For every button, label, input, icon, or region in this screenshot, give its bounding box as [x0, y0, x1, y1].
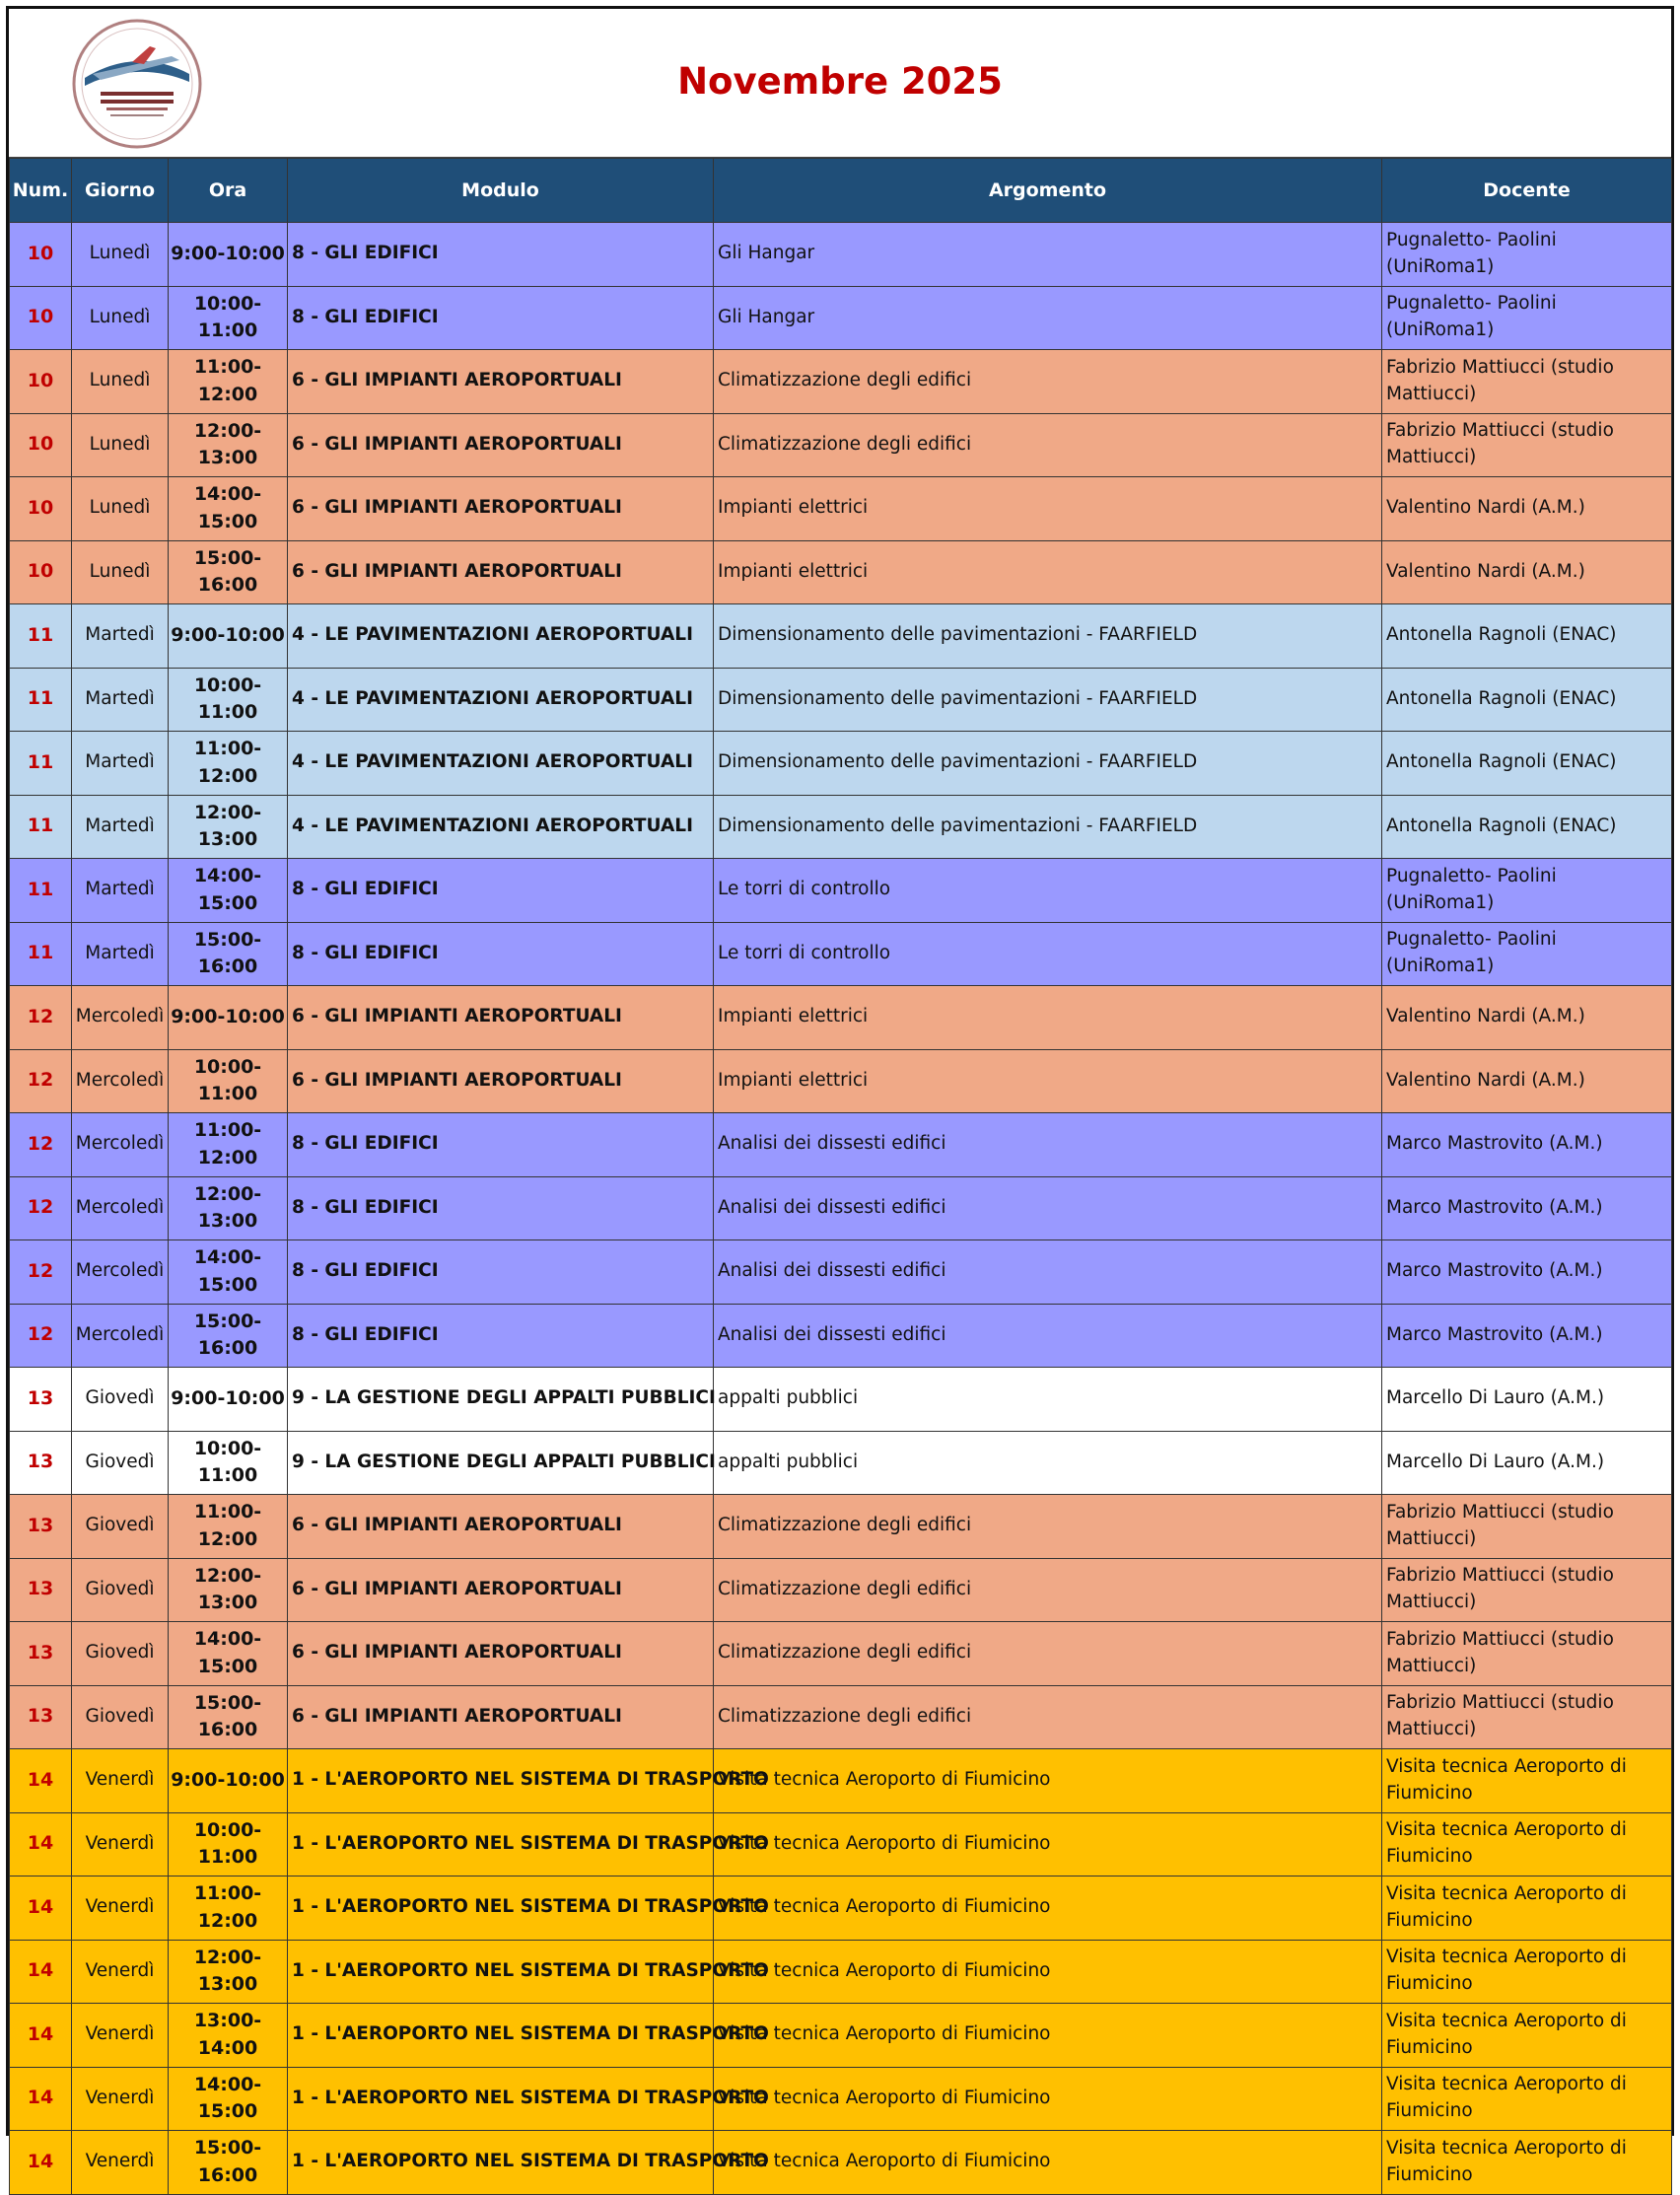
cell-num: 14 — [10, 1940, 72, 2004]
cell-num: 13 — [10, 1495, 72, 1559]
cell-modulo: 6 - GLI IMPIANTI AEROPORTUALI — [288, 350, 714, 414]
cell-modulo: 8 - GLI EDIFICI — [288, 1304, 714, 1368]
cell-ora: 12:00-13:00 — [169, 795, 288, 859]
cell-giorno: Mercoledì — [72, 1113, 169, 1177]
cell-ora: 9:00-10:00 — [169, 604, 288, 669]
cell-modulo: 4 - LE PAVIMENTAZIONI AEROPORTUALI — [288, 795, 714, 859]
table-row — [10, 668, 1672, 732]
cell-num: 14 — [10, 2067, 72, 2131]
cell-num: 11 — [10, 732, 72, 796]
cell-argomento: Impianti elettrici — [714, 540, 1382, 604]
cell-ora: 14:00-15:00 — [169, 1240, 288, 1305]
cell-num: 10 — [10, 540, 72, 604]
cell-ora: 11:00-12:00 — [169, 1495, 288, 1559]
cell-docente: Valentino Nardi (A.M.) — [1382, 540, 1672, 604]
cell-modulo: 4 - LE PAVIMENTAZIONI AEROPORTUALI — [288, 604, 714, 669]
cell-modulo: 6 - GLI IMPIANTI AEROPORTUALI — [288, 1685, 714, 1749]
cell-ora: 9:00-10:00 — [169, 223, 288, 287]
table-row — [10, 922, 1672, 986]
cell-giorno: Venerdì — [72, 1876, 169, 1941]
cell-modulo: 4 - LE PAVIMENTAZIONI AEROPORTUALI — [288, 732, 714, 796]
cell-giorno: Venerdì — [72, 1812, 169, 1876]
cell-ora: 9:00-10:00 — [169, 1749, 288, 1813]
cell-ora: 14:00-15:00 — [169, 1622, 288, 1686]
cell-giorno: Martedì — [72, 795, 169, 859]
cell-docente: Fabrizio Mattiucci (studio Mattiucci) — [1382, 1558, 1672, 1622]
cell-docente: Marcello Di Lauro (A.M.) — [1382, 1368, 1672, 1432]
cell-modulo: 6 - GLI IMPIANTI AEROPORTUALI — [288, 986, 714, 1050]
cell-docente: Valentino Nardi (A.M.) — [1382, 986, 1672, 1050]
table-row — [10, 986, 1672, 1050]
cell-docente: Pugnaletto- Paolini (UniRoma1) — [1382, 922, 1672, 986]
cell-giorno: Giovedì — [72, 1558, 169, 1622]
cell-ora: 10:00-11:00 — [169, 668, 288, 732]
table-row — [10, 1495, 1672, 1559]
cell-giorno: Lunedì — [72, 223, 169, 287]
table-header-row — [10, 159, 1672, 223]
cell-ora: 9:00-10:00 — [169, 1368, 288, 1432]
cell-num: 12 — [10, 1304, 72, 1368]
cell-giorno: Venerdì — [72, 1940, 169, 2004]
table-row — [10, 1368, 1672, 1432]
cell-argomento: Visita tecnica Aeroporto di Fiumicino — [714, 1812, 1382, 1876]
table-row — [10, 732, 1672, 796]
table-row — [10, 1049, 1672, 1113]
cell-modulo: 9 - LA GESTIONE DEGLI APPALTI PUBBLICI — [288, 1368, 714, 1432]
cell-docente: Marcello Di Lauro (A.M.) — [1382, 1431, 1672, 1495]
cell-argomento: Climatizzazione degli edifici — [714, 350, 1382, 414]
cell-giorno: Venerdì — [72, 2004, 169, 2068]
cell-docente: Antonella Ragnoli (ENAC) — [1382, 668, 1672, 732]
cell-modulo: 6 - GLI IMPIANTI AEROPORTUALI — [288, 1558, 714, 1622]
cell-docente: Pugnaletto- Paolini (UniRoma1) — [1382, 223, 1672, 287]
cell-argomento: Le torri di controllo — [714, 859, 1382, 923]
cell-num: 10 — [10, 413, 72, 477]
cell-docente: Valentino Nardi (A.M.) — [1382, 1049, 1672, 1113]
cell-ora: 11:00-12:00 — [169, 1113, 288, 1177]
table-row — [10, 286, 1672, 350]
cell-argomento: Analisi dei dissesti edifici — [714, 1176, 1382, 1240]
table-row — [10, 859, 1672, 923]
cell-num: 11 — [10, 795, 72, 859]
cell-giorno: Mercoledì — [72, 1049, 169, 1113]
cell-num: 13 — [10, 1558, 72, 1622]
cell-argomento: Dimensionamento delle pavimentazioni - FAARFIELD — [714, 668, 1382, 732]
cell-ora: 11:00-12:00 — [169, 350, 288, 414]
cell-docente: Fabrizio Mattiucci (studio Mattiucci) — [1382, 1685, 1672, 1749]
column-header-giorno: Giorno — [72, 159, 169, 223]
cell-modulo: 8 - GLI EDIFICI — [288, 1176, 714, 1240]
column-header-num: Num. — [10, 159, 72, 223]
column-header-argomento: Argomento — [714, 159, 1382, 223]
cell-docente: Marco Mastrovito (A.M.) — [1382, 1304, 1672, 1368]
cell-modulo: 6 - GLI IMPIANTI AEROPORTUALI — [288, 1495, 714, 1559]
cell-num: 12 — [10, 986, 72, 1050]
cell-ora: 15:00-16:00 — [169, 922, 288, 986]
cell-modulo: 9 - LA GESTIONE DEGLI APPALTI PUBBLICI — [288, 1431, 714, 1495]
cell-num: 12 — [10, 1113, 72, 1177]
cell-ora: 14:00-15:00 — [169, 859, 288, 923]
cell-num: 14 — [10, 1749, 72, 1813]
cell-num: 12 — [10, 1049, 72, 1113]
cell-argomento: Visita tecnica Aeroporto di Fiumicino — [714, 1940, 1382, 2004]
cell-giorno: Giovedì — [72, 1368, 169, 1432]
cell-argomento: Visita tecnica Aeroporto di Fiumicino — [714, 2004, 1382, 2068]
cell-ora: 14:00-15:00 — [169, 2067, 288, 2131]
table-row — [10, 2067, 1672, 2131]
schedule-rows — [10, 223, 1672, 2195]
cell-ora: 14:00-15:00 — [169, 477, 288, 541]
cell-num: 10 — [10, 350, 72, 414]
cell-argomento: Analisi dei dissesti edifici — [714, 1304, 1382, 1368]
cell-argomento: Dimensionamento delle pavimentazioni - FAARFIELD — [714, 795, 1382, 859]
cell-argomento: Analisi dei dissesti edifici — [714, 1240, 1382, 1305]
cell-argomento: Visita tecnica Aeroporto di Fiumicino — [714, 2067, 1382, 2131]
cell-argomento: Climatizzazione degli edifici — [714, 413, 1382, 477]
cell-docente: Visita tecnica Aeroporto di Fiumicino — [1382, 1812, 1672, 1876]
cell-docente: Fabrizio Mattiucci (studio Mattiucci) — [1382, 350, 1672, 414]
cell-docente: Marco Mastrovito (A.M.) — [1382, 1240, 1672, 1305]
cell-ora: 10:00-11:00 — [169, 1812, 288, 1876]
cell-modulo: 8 - GLI EDIFICI — [288, 286, 714, 350]
cell-modulo: 1 - L'AEROPORTO NEL SISTEMA DI TRASPORTO — [288, 1749, 714, 1813]
cell-num: 14 — [10, 1812, 72, 1876]
cell-giorno: Lunedì — [72, 540, 169, 604]
cell-docente: Fabrizio Mattiucci (studio Mattiucci) — [1382, 413, 1672, 477]
cell-giorno: Martedì — [72, 732, 169, 796]
cell-num: 13 — [10, 1685, 72, 1749]
schedule-sheet — [6, 6, 1674, 2186]
cell-docente: Valentino Nardi (A.M.) — [1382, 477, 1672, 541]
cell-modulo: 8 - GLI EDIFICI — [288, 1240, 714, 1305]
table-row — [10, 1876, 1672, 1941]
cell-giorno: Lunedì — [72, 350, 169, 414]
table-row — [10, 1304, 1672, 1368]
cell-docente: Marco Mastrovito (A.M.) — [1382, 1176, 1672, 1240]
cell-argomento: Climatizzazione degli edifici — [714, 1622, 1382, 1686]
cell-ora: 10:00-11:00 — [169, 1431, 288, 1495]
cell-giorno: Lunedì — [72, 286, 169, 350]
cell-ora: 15:00-16:00 — [169, 1685, 288, 1749]
cell-modulo: 8 - GLI EDIFICI — [288, 859, 714, 923]
cell-ora: 10:00-11:00 — [169, 1049, 288, 1113]
cell-ora: 11:00-12:00 — [169, 732, 288, 796]
cell-argomento: Impianti elettrici — [714, 986, 1382, 1050]
table-row — [10, 413, 1672, 477]
table-row — [10, 477, 1672, 541]
cell-argomento: Dimensionamento delle pavimentazioni - FAARFIELD — [714, 604, 1382, 669]
cell-ora: 15:00-16:00 — [169, 1304, 288, 1368]
cell-num: 12 — [10, 1176, 72, 1240]
table-row — [10, 350, 1672, 414]
cell-argomento: Le torri di controllo — [714, 922, 1382, 986]
table-row — [10, 1113, 1672, 1177]
cell-modulo: 6 - GLI IMPIANTI AEROPORTUALI — [288, 1049, 714, 1113]
cell-giorno: Giovedì — [72, 1495, 169, 1559]
cell-argomento: Impianti elettrici — [714, 477, 1382, 541]
cell-num: 14 — [10, 2004, 72, 2068]
cell-num: 10 — [10, 477, 72, 541]
cell-num: 13 — [10, 1622, 72, 1686]
table-row — [10, 604, 1672, 669]
cell-ora: 15:00-16:00 — [169, 540, 288, 604]
cell-argomento: appalti pubblici — [714, 1431, 1382, 1495]
cell-modulo: 6 - GLI IMPIANTI AEROPORTUALI — [288, 540, 714, 604]
cell-num: 14 — [10, 1876, 72, 1941]
cell-modulo: 6 - GLI IMPIANTI AEROPORTUALI — [288, 477, 714, 541]
cell-docente: Fabrizio Mattiucci (studio Mattiucci) — [1382, 1495, 1672, 1559]
cell-argomento: Climatizzazione degli edifici — [714, 1685, 1382, 1749]
cell-giorno: Mercoledì — [72, 1304, 169, 1368]
table-row — [10, 223, 1672, 287]
cell-argomento: Impianti elettrici — [714, 1049, 1382, 1113]
cell-num: 14 — [10, 2131, 72, 2195]
cell-docente: Visita tecnica Aeroporto di Fiumicino — [1382, 1940, 1672, 2004]
cell-giorno: Lunedì — [72, 413, 169, 477]
cell-argomento: Dimensionamento delle pavimentazioni - FAARFIELD — [714, 732, 1382, 796]
cell-num: 12 — [10, 1240, 72, 1305]
cell-modulo: 1 - L'AEROPORTO NEL SISTEMA DI TRASPORTO — [288, 1940, 714, 2004]
cell-argomento: Gli Hangar — [714, 286, 1382, 350]
cell-ora: 12:00-13:00 — [169, 1558, 288, 1622]
cell-modulo: 4 - LE PAVIMENTAZIONI AEROPORTUALI — [288, 668, 714, 732]
cell-giorno: Mercoledì — [72, 1176, 169, 1240]
cell-giorno: Venerdì — [72, 2131, 169, 2195]
page-title: Novembre 2025 — [677, 60, 1003, 103]
cell-docente: Visita tecnica Aeroporto di Fiumicino — [1382, 2067, 1672, 2131]
table-row — [10, 1812, 1672, 1876]
table-row — [10, 1749, 1672, 1813]
cell-ora: 11:00-12:00 — [169, 1876, 288, 1941]
cell-modulo: 1 - L'AEROPORTO NEL SISTEMA DI TRASPORTO — [288, 1812, 714, 1876]
cell-ora: 15:00-16:00 — [169, 2131, 288, 2195]
cell-modulo: 8 - GLI EDIFICI — [288, 922, 714, 986]
cell-argomento: Visita tecnica Aeroporto di Fiumicino — [714, 1749, 1382, 1813]
column-header-modulo: Modulo — [288, 159, 714, 223]
cell-giorno: Giovedì — [72, 1685, 169, 1749]
cell-modulo: 6 - GLI IMPIANTI AEROPORTUALI — [288, 413, 714, 477]
cell-docente: Pugnaletto- Paolini (UniRoma1) — [1382, 286, 1672, 350]
cell-num: 10 — [10, 286, 72, 350]
cell-num: 10 — [10, 223, 72, 287]
cell-modulo: 1 - L'AEROPORTO NEL SISTEMA DI TRASPORTO — [288, 2004, 714, 2068]
cell-docente: Visita tecnica Aeroporto di Fiumicino — [1382, 2131, 1672, 2195]
table-row — [10, 1176, 1672, 1240]
cell-argomento: Climatizzazione degli edifici — [714, 1558, 1382, 1622]
cell-giorno: Martedì — [72, 604, 169, 669]
cell-num: 13 — [10, 1431, 72, 1495]
cell-docente: Fabrizio Mattiucci (studio Mattiucci) — [1382, 1622, 1672, 1686]
cell-ora: 13:00-14:00 — [169, 2004, 288, 2068]
cell-giorno: Venerdì — [72, 1749, 169, 1813]
cell-docente: Visita tecnica Aeroporto di Fiumicino — [1382, 2004, 1672, 2068]
cell-num: 11 — [10, 922, 72, 986]
cell-modulo: 1 - L'AEROPORTO NEL SISTEMA DI TRASPORTO — [288, 2067, 714, 2131]
table-row — [10, 2004, 1672, 2068]
cell-ora: 12:00-13:00 — [169, 1176, 288, 1240]
cell-num: 11 — [10, 668, 72, 732]
cell-ora: 9:00-10:00 — [169, 986, 288, 1050]
cell-docente: Antonella Ragnoli (ENAC) — [1382, 732, 1672, 796]
table-row — [10, 540, 1672, 604]
table-row — [10, 795, 1672, 859]
cell-modulo: 1 - L'AEROPORTO NEL SISTEMA DI TRASPORTO — [288, 1876, 714, 1941]
cell-ora: 12:00-13:00 — [169, 1940, 288, 2004]
cell-giorno: Martedì — [72, 922, 169, 986]
cell-modulo: 8 - GLI EDIFICI — [288, 1113, 714, 1177]
cell-argomento: Visita tecnica Aeroporto di Fiumicino — [714, 1876, 1382, 1941]
cell-giorno: Giovedì — [72, 1431, 169, 1495]
cell-num: 13 — [10, 1368, 72, 1432]
schedule-table — [9, 158, 1672, 2195]
table-row — [10, 1240, 1672, 1305]
cell-argomento: Gli Hangar — [714, 223, 1382, 287]
page-header — [9, 9, 1671, 158]
cell-docente: Antonella Ragnoli (ENAC) — [1382, 795, 1672, 859]
cell-argomento: Climatizzazione degli edifici — [714, 1495, 1382, 1559]
cell-modulo: 1 - L'AEROPORTO NEL SISTEMA DI TRASPORTO — [288, 2131, 714, 2195]
column-header-docente: Docente — [1382, 159, 1672, 223]
cell-giorno: Mercoledì — [72, 1240, 169, 1305]
cell-num: 11 — [10, 859, 72, 923]
table-row — [10, 1940, 1672, 2004]
table-row — [10, 2131, 1672, 2195]
cell-giorno: Martedì — [72, 859, 169, 923]
column-header-ora: Ora — [169, 159, 288, 223]
cell-docente: Visita tecnica Aeroporto di Fiumicino — [1382, 1749, 1672, 1813]
cell-argomento: Analisi dei dissesti edifici — [714, 1113, 1382, 1177]
cell-modulo: 6 - GLI IMPIANTI AEROPORTUALI — [288, 1622, 714, 1686]
cell-docente: Marco Mastrovito (A.M.) — [1382, 1113, 1672, 1177]
cell-docente: Visita tecnica Aeroporto di Fiumicino — [1382, 1876, 1672, 1941]
table-row — [10, 1622, 1672, 1686]
cell-giorno: Mercoledì — [72, 986, 169, 1050]
cell-giorno: Lunedì — [72, 477, 169, 541]
cell-giorno: Martedì — [72, 668, 169, 732]
table-row — [10, 1685, 1672, 1749]
cell-giorno: Giovedì — [72, 1622, 169, 1686]
cell-ora: 10:00-11:00 — [169, 286, 288, 350]
table-row — [10, 1558, 1672, 1622]
table-row — [10, 1431, 1672, 1495]
cell-docente: Pugnaletto- Paolini (UniRoma1) — [1382, 859, 1672, 923]
cell-num: 11 — [10, 604, 72, 669]
cell-argomento: appalti pubblici — [714, 1368, 1382, 1432]
cell-argomento: Visita tecnica Aeroporto di Fiumicino — [714, 2131, 1382, 2195]
cell-ora: 12:00-13:00 — [169, 413, 288, 477]
cell-modulo: 8 - GLI EDIFICI — [288, 223, 714, 287]
cell-giorno: Venerdì — [72, 2067, 169, 2131]
cell-docente: Antonella Ragnoli (ENAC) — [1382, 604, 1672, 669]
